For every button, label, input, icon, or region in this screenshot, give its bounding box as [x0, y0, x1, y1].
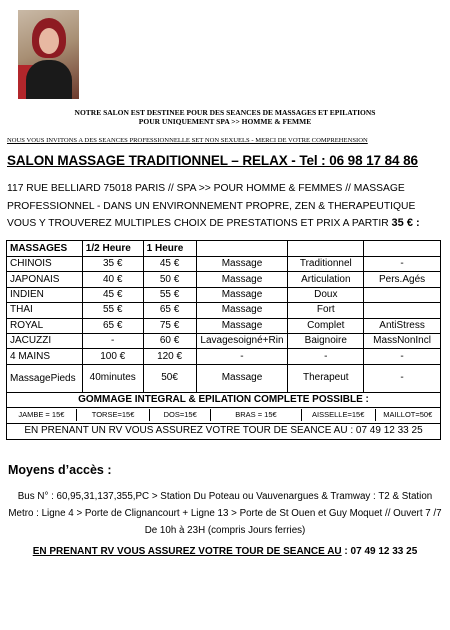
table-row	[7, 364, 441, 392]
col-header	[288, 241, 364, 257]
table-cell: -	[82, 333, 143, 348]
table-cell: Traditionnel	[288, 257, 364, 272]
table-cell: -	[364, 257, 441, 272]
table-cell: Baignoire	[288, 333, 364, 348]
table-cell: Massage	[196, 257, 288, 272]
table-cell: CHINOIS	[7, 257, 83, 272]
notice-line-2: POUR UNIQUEMENT SPA >> HOMME & FEMME	[138, 117, 312, 126]
table-cell: 100 €	[82, 349, 143, 364]
table-row	[7, 257, 441, 272]
table-cell: MassagePieds	[7, 364, 83, 392]
invite-notice: NOUS VOUS INVITONS A DES SEANCES PROFESSIONNELLE SET NON SEXUELS - MERCI DE VOTRE COMPREHENSION	[7, 137, 368, 144]
table-cell: 75 €	[143, 318, 196, 333]
final-appointment	[0, 546, 450, 557]
table-cell: Articulation	[288, 272, 364, 287]
appointment-text: EN PRENANT UN RV VOUS ASSUREZ VOTRE TOUR DE SEANCE AU : 07 49 12 33 25	[7, 423, 441, 439]
table-cell: 50 €	[143, 272, 196, 287]
table-cell: Complet	[288, 318, 364, 333]
address-text: 117 RUE BELLIARD 75018 PARIS // SPA >> POUR HOMME & FEMMES // MASSAGE PROFESSIONNEL - DANS UN ENVIRONNEMENT PROPRE, ZEN & THERAPEUTIQUE VOUS Y TROUVEREZ MULTIPLES CHOIX DE PRESTATIONS ET PRIX A PARTIR	[7, 183, 416, 229]
table-cell: AntiStress	[364, 318, 441, 333]
col-header	[196, 241, 288, 257]
table-cell: MassNonIncl	[364, 333, 441, 348]
table-row	[7, 333, 441, 348]
col-header: 1/2 Heure	[82, 241, 143, 257]
table-cell: -	[196, 349, 288, 364]
salon-notice	[0, 108, 450, 126]
epilation-item: MAILLOT=50€	[383, 410, 433, 420]
epilation-prices	[7, 409, 440, 421]
epilation-row	[7, 408, 441, 423]
table-cell: ROYAL	[7, 318, 83, 333]
table-cell: Lavagesoigné+Rin	[196, 333, 288, 348]
table-row	[7, 318, 441, 333]
table-header-row	[7, 241, 441, 257]
table-cell: 45 €	[82, 287, 143, 302]
table-cell: -	[364, 349, 441, 364]
table-cell	[364, 303, 441, 318]
table-cell: Massage	[196, 287, 288, 302]
table-cell: Massage	[196, 318, 288, 333]
access-details: Bus N° : 60,95,31,137,355,PC > Station Du Poteau ou Vauvenargues & Tramway : T2 & Station Metro : Ligne 4 > Porte de Clignancourt + Ligne 13 > Porte de St Ouen et Guy Moquet // Ouvert 7 /7 De 10h à 23H (compris Jours ferries)	[8, 491, 442, 536]
table-cell: THAI	[7, 303, 83, 318]
table-cell: 120 €	[143, 349, 196, 364]
address-paragraph	[7, 180, 445, 233]
table-cell: 40minutes	[82, 364, 143, 392]
table-cell: 35 €	[82, 257, 143, 272]
table-row	[7, 349, 441, 364]
table-cell: Fort	[288, 303, 364, 318]
starting-price: 35 € :	[391, 217, 420, 229]
table-cell: JAPONAIS	[7, 272, 83, 287]
table-cell: 55 €	[82, 303, 143, 318]
table-cell	[364, 287, 441, 302]
notice-line-1: NOTRE SALON EST DESTINEE POUR DES SEANCES DE MASSAGES ET EPILATIONS	[74, 108, 376, 117]
table-cell: 40 €	[82, 272, 143, 287]
table-cell: -	[288, 349, 364, 364]
col-header: MASSAGES	[7, 241, 83, 257]
table-cell: Pers.Agés	[364, 272, 441, 287]
page-title: SALON MASSAGE TRADITIONNEL – RELAX - Tel : 06 98 17 84 86	[7, 153, 418, 168]
table-row	[7, 287, 441, 302]
table-cell: Therapeut	[288, 364, 364, 392]
epilation-item: AISSELLE=15€	[301, 409, 375, 421]
table-cell: 50€	[143, 364, 196, 392]
table-cell: 65 €	[82, 318, 143, 333]
table-cell: -	[364, 364, 441, 392]
epilation-item: BRAS = 15€	[210, 409, 301, 421]
portrait-photo	[18, 10, 79, 99]
table-cell: JACUZZI	[7, 333, 83, 348]
final-appointment-text: EN PRENANT RV VOUS ASSUREZ VOTRE TOUR DE SEANCE AU	[32, 546, 342, 557]
appointment-row	[7, 423, 441, 439]
table-cell: Massage	[196, 303, 288, 318]
table-cell: Massage	[196, 364, 288, 392]
table-cell: 55 €	[143, 287, 196, 302]
table-cell: 4 MAINS	[7, 349, 83, 364]
col-header: 1 Heure	[143, 241, 196, 257]
table-cell: Massage	[196, 272, 288, 287]
table-row	[7, 272, 441, 287]
col-header	[364, 241, 441, 257]
table-cell: 60 €	[143, 333, 196, 348]
epilation-item: DOS=15€	[150, 409, 211, 421]
epilation-item: JAMBE = 15€	[7, 409, 76, 421]
table-cell: 45 €	[143, 257, 196, 272]
table-cell: 65 €	[143, 303, 196, 318]
final-phone: : 07 49 12 33 25	[341, 546, 418, 557]
table-row	[7, 303, 441, 318]
gommage-row	[7, 392, 441, 407]
gommage-title: GOMMAGE INTEGRAL & EPILATION COMPLETE POSSIBLE :	[7, 392, 441, 407]
access-title: Moyens d’accès :	[8, 463, 112, 477]
table-cell: INDIEN	[7, 287, 83, 302]
price-table	[6, 240, 441, 440]
table-cell: Doux	[288, 287, 364, 302]
epilation-item: TORSE=15€	[76, 409, 150, 421]
